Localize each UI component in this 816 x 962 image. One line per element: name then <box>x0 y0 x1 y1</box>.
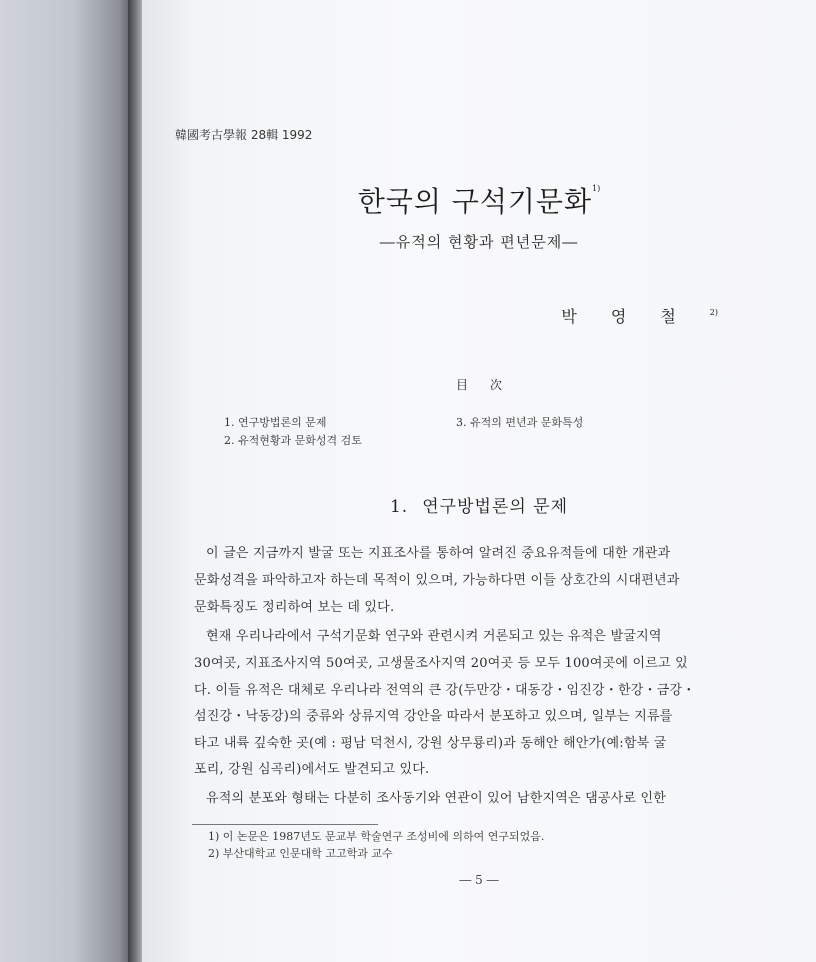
section-heading <box>142 492 816 517</box>
body-text-line: 다. 이들 유적은 대체로 우리나라 전역의 큰 강(두만강・대동강・임진강・한강・금강・ <box>194 683 696 698</box>
footnote-divider <box>192 824 378 825</box>
document-page <box>142 0 816 962</box>
body-text-line: 문화성격을 파악하고자 하는데 목적이 있으며, 가능하다면 이들 상호간의 시대편년과 <box>194 573 680 588</box>
footnote: 2) 부산대학교 인문대학 고고학과 교수 <box>208 847 393 860</box>
body-text-line: 섬진강・낙동강)의 중류와 상류지역 강안을 따라서 분포하고 있으며, 일부는 지류를 <box>194 709 673 724</box>
title-footnote-mark: 1) <box>592 184 601 193</box>
toc-item: 3. 유적의 편년과 문화특성 <box>456 416 584 429</box>
facing-page-edge <box>0 0 132 962</box>
section-number: 1. <box>389 497 409 517</box>
toc-heading: 目次 <box>455 378 524 392</box>
toc-item: 1. 연구방법론의 문제 <box>224 416 327 429</box>
author-line <box>561 304 718 327</box>
body-text-line: 문화특징도 정리하여 보는 데 있다. <box>194 600 395 615</box>
body-text-line: 유적의 분포와 형태는 다분히 조사동기와 연관이 있어 남한지역은 댐공사로 인한 <box>206 791 667 806</box>
toc-item: 2. 유적현황과 문화성격 검토 <box>224 434 362 447</box>
body-text-line: 타고 내륙 깊숙한 곳(예 : 평남 덕천시, 강원 상무룡리)과 동해안 해안가(예:함북 굴 <box>194 736 667 751</box>
book-gutter <box>128 0 142 962</box>
footnote: 1) 이 논문은 1987년도 문교부 학술연구 조성비에 의하여 연구되었음. <box>208 830 545 843</box>
body-text-line: 포리, 강원 심곡리)에서도 발견되고 있다. <box>194 762 430 777</box>
section-title: 연구방법론의 문제 <box>422 497 568 517</box>
article-subtitle: ―유적의 현황과 편년문제― <box>379 233 579 251</box>
article-title-text: 한국의 구석기문화 <box>357 185 593 218</box>
author-name: 박영철 <box>561 307 710 326</box>
journal-header: 韓國考古學報 28輯 1992 <box>175 128 313 142</box>
article-title <box>142 180 816 220</box>
body-text-line: 현재 우리나라에서 구석기문화 연구와 관련시켜 거론되고 있는 유적은 발굴지역 <box>206 629 662 644</box>
author-footnote-mark: 2) <box>709 308 718 317</box>
page-number: ― 5 ― <box>459 873 499 887</box>
body-text-line: 이 글은 지금까지 발굴 또는 지표조사를 통하여 알려진 중요유적들에 대한 개관과 <box>206 546 671 561</box>
body-text-line: 30여곳, 지표조사지역 50여곳, 고생물조사지역 20여곳 등 모두 100여곳에 이르고 있 <box>194 656 688 671</box>
